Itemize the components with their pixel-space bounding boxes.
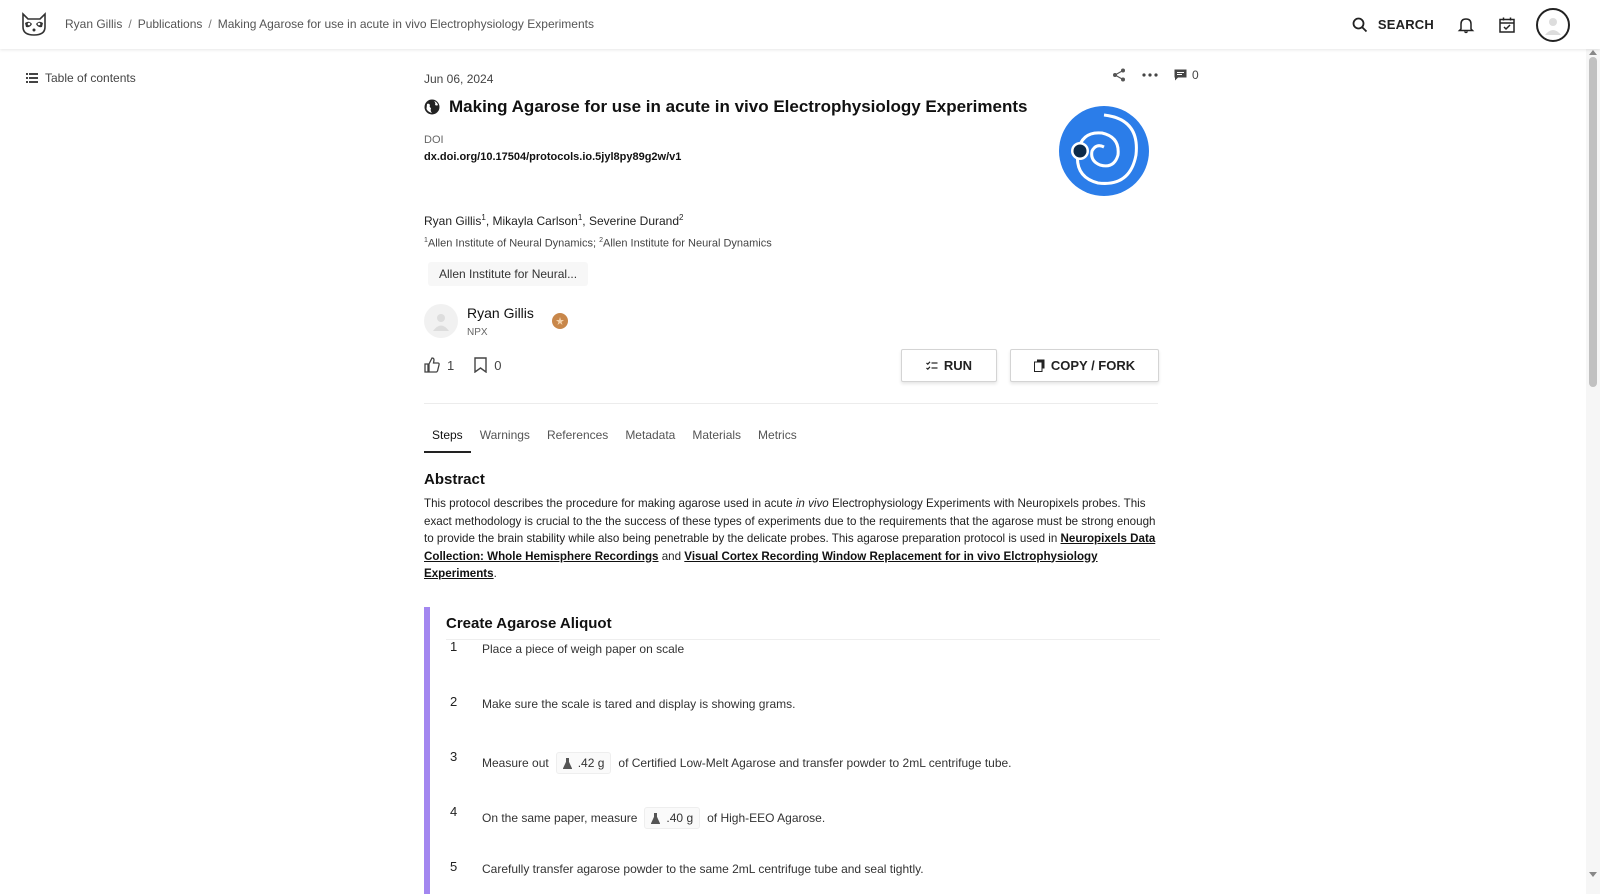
step-item[interactable] xyxy=(424,802,1160,857)
social-actions xyxy=(424,357,521,373)
top-bar xyxy=(0,0,1600,49)
abstract-italic: in vivo xyxy=(795,497,829,510)
step-text: Place a piece of weigh paper on scale xyxy=(482,642,685,656)
step-text xyxy=(482,807,825,829)
list-icon xyxy=(26,73,38,83)
affiliation-index: 2 xyxy=(599,237,604,244)
comment-icon xyxy=(1174,69,1187,81)
avatar xyxy=(424,304,458,338)
breadcrumb-item-current: Making Agarose for use in acute in vivo Electrophysiology Experiments xyxy=(217,17,594,31)
step-item[interactable] xyxy=(424,857,1160,894)
copy-fork-button[interactable] xyxy=(1010,349,1159,382)
step-text-pre: On the same paper, measure xyxy=(482,811,638,825)
abstract-heading: Abstract xyxy=(424,471,485,488)
abstract-text xyxy=(424,495,1160,583)
like-count: 1 xyxy=(447,357,455,373)
search-button[interactable] xyxy=(1352,17,1434,33)
author-affiliation-index: 1 xyxy=(577,213,583,222)
more-options-icon[interactable] xyxy=(1142,73,1158,77)
authors-list: Ryan Gillis$^1$, Mikayla Carlson$^1$, Severine Durand$^2$ xyxy=(424,213,684,228)
bookmark-count: 0 xyxy=(494,357,502,373)
amount-value: .40 g xyxy=(666,811,694,825)
abstract-text-part: Electrophysiology Experiments with Neuropixels probes. This exact methodology is crucial to the the success of these types of experiments due to the requirements that the agarose must be strong enough to provide the brain stability while also being penetrable by the delicate probes. This agarose preparation protocol is used in xyxy=(424,497,1156,545)
tab-steps[interactable]: Steps xyxy=(424,424,471,453)
title-row xyxy=(424,97,1027,117)
bell-icon xyxy=(1457,16,1475,34)
badge-icon xyxy=(552,313,568,329)
user-avatar-button[interactable] xyxy=(1536,8,1570,42)
copy-icon xyxy=(1034,359,1045,372)
author-affiliation-index: 1 xyxy=(481,213,486,222)
globe-public-icon xyxy=(424,99,440,115)
bookmark-button[interactable] xyxy=(474,357,501,373)
protocol-tabs xyxy=(424,424,806,453)
protocol-title: Making Agarose for use in acute in vivo Electrophysiology Experiments xyxy=(449,97,1028,116)
calendar-check-icon xyxy=(1498,16,1516,34)
step-item[interactable] xyxy=(424,692,1160,747)
divider xyxy=(424,403,1158,404)
author-name[interactable]: Ryan Gillis xyxy=(424,214,482,228)
section-title: Create Agarose Aliquot xyxy=(446,615,612,632)
step-text-post: of High-EEO Agarose. xyxy=(707,811,826,825)
author-name[interactable]: Mikayla Carlson xyxy=(492,214,578,228)
scroll-up-arrow-icon[interactable] xyxy=(1589,50,1597,55)
affiliation-name: Allen Institute for Neural Dynamics xyxy=(603,237,772,250)
step-number: 5 xyxy=(450,859,458,874)
doi-label: DOI xyxy=(424,134,444,146)
protocol-top-actions xyxy=(1112,68,1212,82)
search-icon xyxy=(1352,17,1368,33)
doi-link[interactable]: dx.doi.org/10.17504/protocols.io.5jyl8py89g2w/v1 xyxy=(424,151,682,163)
search-label: SEARCH xyxy=(1377,17,1434,32)
page-scrollbar[interactable] xyxy=(1586,49,1600,894)
creator-name[interactable]: Ryan Gillis xyxy=(467,305,534,321)
header-actions xyxy=(1352,0,1570,49)
thumbs-up-icon xyxy=(424,357,440,373)
amount-chip[interactable] xyxy=(556,752,612,774)
step-number: 2 xyxy=(450,694,458,709)
step-text: Carefully transfer agarose powder to the same 2mL centrifuge tube and seal tightly. xyxy=(482,862,924,876)
abstract-text-part: . xyxy=(493,567,497,580)
abstract-link-neuropixels[interactable]: Neuropixels Data Collection: Whole Hemisphere Recordings xyxy=(424,532,1156,563)
calendar-button[interactable] xyxy=(1495,13,1519,37)
breadcrumb-separator: / xyxy=(128,17,132,31)
abstract-link-visual-cortex[interactable]: Visual Cortex Recording Window Replacement for in vivo Elctrophysiology Experiments xyxy=(424,549,1098,580)
creator-card[interactable] xyxy=(424,304,568,338)
tab-metadata[interactable]: Metadata xyxy=(625,428,676,442)
scroll-down-arrow-icon[interactable] xyxy=(1589,872,1597,877)
raccoon-logo-icon[interactable] xyxy=(20,11,48,37)
step-text-post: of Certified Low-Melt Agarose and transfer powder to 2mL centrifuge tube. xyxy=(618,756,1012,770)
toc-label: Table of contents xyxy=(45,71,136,85)
amount-chip[interactable] xyxy=(644,807,700,829)
amount-value: .42 g xyxy=(577,756,605,770)
affiliation-name: Allen Institute of Neural Dynamics xyxy=(427,237,593,250)
tab-warnings[interactable]: Warnings xyxy=(479,428,530,442)
like-button[interactable] xyxy=(424,357,454,373)
organization-chip[interactable]: Allen Institute for Neural... xyxy=(428,262,588,286)
affiliations: $^1$Allen Institute of Neural Dynamics; $^2$Allen Institute for Neural Dynamics xyxy=(424,237,772,250)
protocol-image xyxy=(1058,105,1150,197)
tab-materials[interactable]: Materials xyxy=(692,428,742,442)
run-checklist-icon xyxy=(926,361,938,371)
author-affiliation-index: 2 xyxy=(679,213,684,222)
step-number: 1 xyxy=(450,639,458,654)
tab-references[interactable]: References xyxy=(546,428,609,442)
step-text xyxy=(482,752,1012,774)
user-icon xyxy=(431,311,451,331)
step-text-pre: Measure out xyxy=(482,756,549,770)
step-item[interactable] xyxy=(424,637,1160,692)
step-item[interactable] xyxy=(424,747,1160,802)
step-number: 3 xyxy=(450,749,458,764)
breadcrumb-separator: / xyxy=(208,17,212,31)
copy-fork-label: COPY / FORK xyxy=(1050,358,1136,373)
bookmark-icon xyxy=(474,357,487,373)
comments-button[interactable] xyxy=(1174,68,1199,82)
tab-metrics[interactable]: Metrics xyxy=(758,428,797,442)
affiliation-index: 1 xyxy=(424,237,428,244)
run-label: RUN xyxy=(943,358,973,373)
share-icon[interactable] xyxy=(1112,68,1126,82)
table-of-contents-toggle[interactable] xyxy=(26,71,136,85)
flask-icon xyxy=(651,813,660,824)
run-button[interactable] xyxy=(901,349,997,382)
step-text: Make sure the scale is tared and display is showing grams. xyxy=(482,697,796,711)
user-icon xyxy=(1541,13,1565,37)
abstract-text-part: and xyxy=(658,549,685,563)
creator-info xyxy=(467,305,534,338)
scrollbar-thumb[interactable] xyxy=(1589,57,1597,387)
breadcrumb-item-publications[interactable]: Publications xyxy=(137,17,203,31)
abstract-text-part: This protocol describes the procedure for making agarose used in acute xyxy=(424,497,796,510)
notifications-button[interactable] xyxy=(1454,13,1478,37)
author-name[interactable]: Severine Durand xyxy=(588,214,680,228)
creator-workspace: NPX xyxy=(467,327,488,338)
step-number: 4 xyxy=(450,804,458,819)
publish-date: Jun 06, 2024 xyxy=(424,72,494,86)
breadcrumb-item-user[interactable]: Ryan Gillis xyxy=(65,17,123,31)
comment-count: 0 xyxy=(1192,68,1199,82)
breadcrumb xyxy=(65,17,594,31)
flask-icon xyxy=(563,758,572,769)
